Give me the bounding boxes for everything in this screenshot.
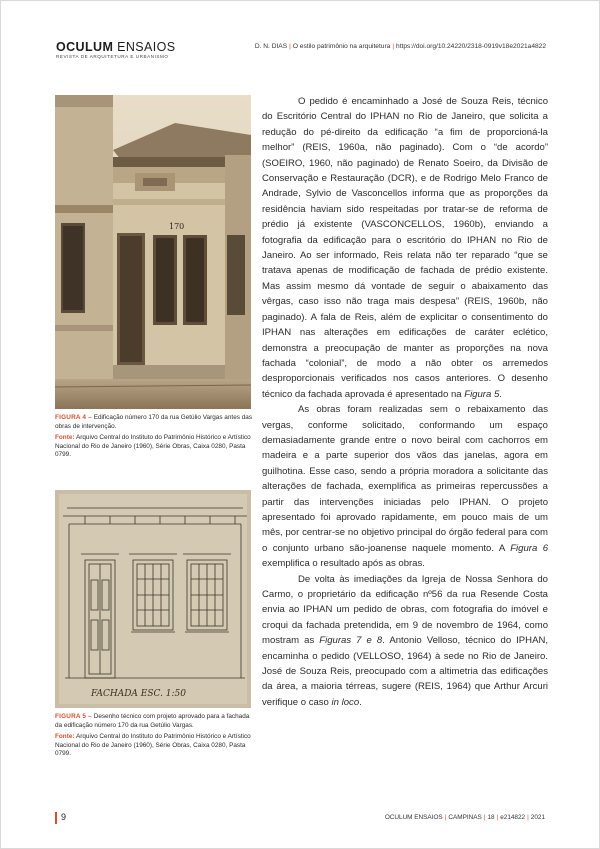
in-loco-term: in loco	[331, 696, 360, 708]
figure-5-drawing	[55, 490, 251, 708]
body-paragraph-3-end: .	[359, 696, 362, 708]
drawing-label-text: FACHADA ESC. 1:50	[91, 689, 187, 699]
building-photo-image	[55, 95, 251, 409]
body-paragraph-2-end: exemplifica o resultado após as obras.	[262, 558, 425, 570]
figure-5-source-text: Arquivo Central do Instituto do Patrimônio Histórico e Artístico Nacional do Rio de Janeiro (1960), Série Obras, Caixa 0280, Pasta 0799.	[55, 733, 251, 758]
figure-4-label: FIGURA 4 –	[55, 414, 92, 421]
body-paragraph-1-text: O pedido é encaminhado a José de Souza Reis, técnico do Escritório Central do IPHAN no Rio de Janeiro, que solicita a redução do pé-direito da edificação “a fim de proporcioná-la melhor” (REIS, 1960a, não paginado). Com o “de acordo” (SOEIRO, 1960, não paginado) de Renato Soeiro, da Divisão de Conservação e Restauração (DCR), e de Rodrigo Melo Franco de Andrade, Sylvio de Vasconcellos informa que as proporções da residência haviam sido respeitadas por tratar-se de reforma de prédio já existente (VASCONCELLOS, 1960b), enviando a fotografia da edificação para o escritório do IPHAN no Rio de Janeiro. Ao ser informado, Reis relata não ter reparado “que se tratava apenas de modificação de fachada de prédio existente. Mas assim mesmo dá vontade de seguir o abaixamento das vêrgas, caso isso não traga mais despesa” (REIS, 1960b, não paginado). A fala de Reis, além de explicitar o consentimento do IPHAN nas alterações em edificações de caráter eclético, demonstra a preocupação de manter as proporções na nova fachada “colonial”, de modo a não obter os arremedos desproporcionais verificados nos casos anteriores. O desenho técnico da fachada aprovada é apresentado na	[262, 96, 548, 400]
figure-5-caption-text: Desenho técnico com projeto aprovado para a fachada da edificação número 170 da rua Getúlio Vargas.	[55, 713, 250, 729]
footer-city: CAMPINAS	[448, 814, 482, 821]
figure-4-source-text: Arquivo Central do Instituto do Patrimônio Histórico e Artístico Nacional do Rio de Janeiro (1960), Série Obras, Caixa 0280, Pasta 0799.	[55, 434, 251, 459]
body-paragraph-3-text: De volta às imediações da Igreja de Nossa Senhora do Carmo, o proprietário da edificação nº56 da rua Resende Costa envia ao IPHAN um pedido de obras, com fotografia do imóvel e croqui da fachada pretendida, em 9 de novembro de 1964, como mostram as	[262, 573, 548, 647]
journal-logo-light: ENSAIOS	[113, 40, 176, 54]
journal-logo	[56, 40, 176, 54]
figure-5-label: FIGURA 5 –	[55, 713, 92, 720]
footer-journal: OCULUM ENSAIOS	[384, 814, 443, 821]
body-paragraph-2-text: As obras foram realizadas sem o rebaixamento das vergas, conforme solicitado, conformando um espaço demasiadamente grande entre o novo beiral com cachorros em madeira e a parte superior dos vãos das janelas, agora em guilhotina. Esse caso, sendo a própria moradora a solicitante das alterações de fachada, exemplifica as primeiras repercussões a partir das intervenções iniciadas pelo IPHAN. O projeto apresentado foi aprovado rapidamente, em pouco mais de um mês, por centrar-se no objetivo principal do órgão federal para com o conjunto urbano são-joanense naquele momento. A	[262, 404, 548, 554]
footer-article-id: e214822	[500, 814, 526, 821]
journal-logo-bold: OCULUM	[56, 40, 114, 54]
figures-7-8-reference: Figuras 7 e 8	[319, 635, 383, 647]
footer-accent-bar	[55, 812, 57, 824]
header-short-title: O estilo patrimônio na arquitetura	[292, 43, 391, 50]
running-header	[56, 40, 546, 64]
facade-drawing-image	[55, 490, 251, 708]
article-body	[262, 94, 548, 710]
header-author: D. N. DIAS	[254, 43, 288, 50]
body-paragraph-1	[262, 94, 548, 402]
footer-volume: 18	[487, 814, 495, 821]
footer-citation: OCULUM ENSAIOS | CAMPINAS | 18 | e214822 | 2021	[384, 814, 545, 821]
body-paragraph-3	[262, 572, 548, 711]
figure-5-source-label: Fonte:	[55, 733, 75, 741]
figure-4-source-label: Fonte:	[55, 434, 75, 442]
figure-4-photo	[55, 95, 251, 409]
figure-4-caption-text: Edificação número 170 da rua Getúlio Vargas antes das obras de intervenção.	[55, 414, 253, 430]
header-doi-link[interactable]: https://doi.org/10.24220/2318-0919v18e2021a4822	[396, 43, 546, 50]
footer-year: 2021	[530, 814, 545, 821]
page-number: 9	[61, 812, 67, 822]
figure-4-caption	[55, 414, 255, 463]
body-paragraph-2	[262, 402, 548, 571]
journal-subtitle: REVISTA DE ARQUITETURA E URBANISMO	[56, 54, 169, 59]
body-paragraph-3-middle: . Antonio Velloso, técnico do IPHAN, encaminha o pedido (VELLOSO, 1964) à sede no Rio de Janeiro. José de Souza Reis, preocupado com a altimetria das edificações da área, a maioria térreas, sugere (REIS, 1964) que Arthur Arcuri verifique o caso	[262, 635, 548, 708]
house-number-text: 170	[169, 222, 185, 231]
body-paragraph-1-end: .	[499, 388, 502, 400]
header-citation: D. N. DIAS | O estilo patrimônio na arquitetura | https://doi.org/10.24220/2318-0919v18e2021a4822	[254, 43, 546, 50]
figure-6-reference: Figura 6	[510, 542, 549, 554]
figure-5-caption	[55, 713, 255, 762]
figure-5-reference: Figura 5	[464, 388, 500, 400]
